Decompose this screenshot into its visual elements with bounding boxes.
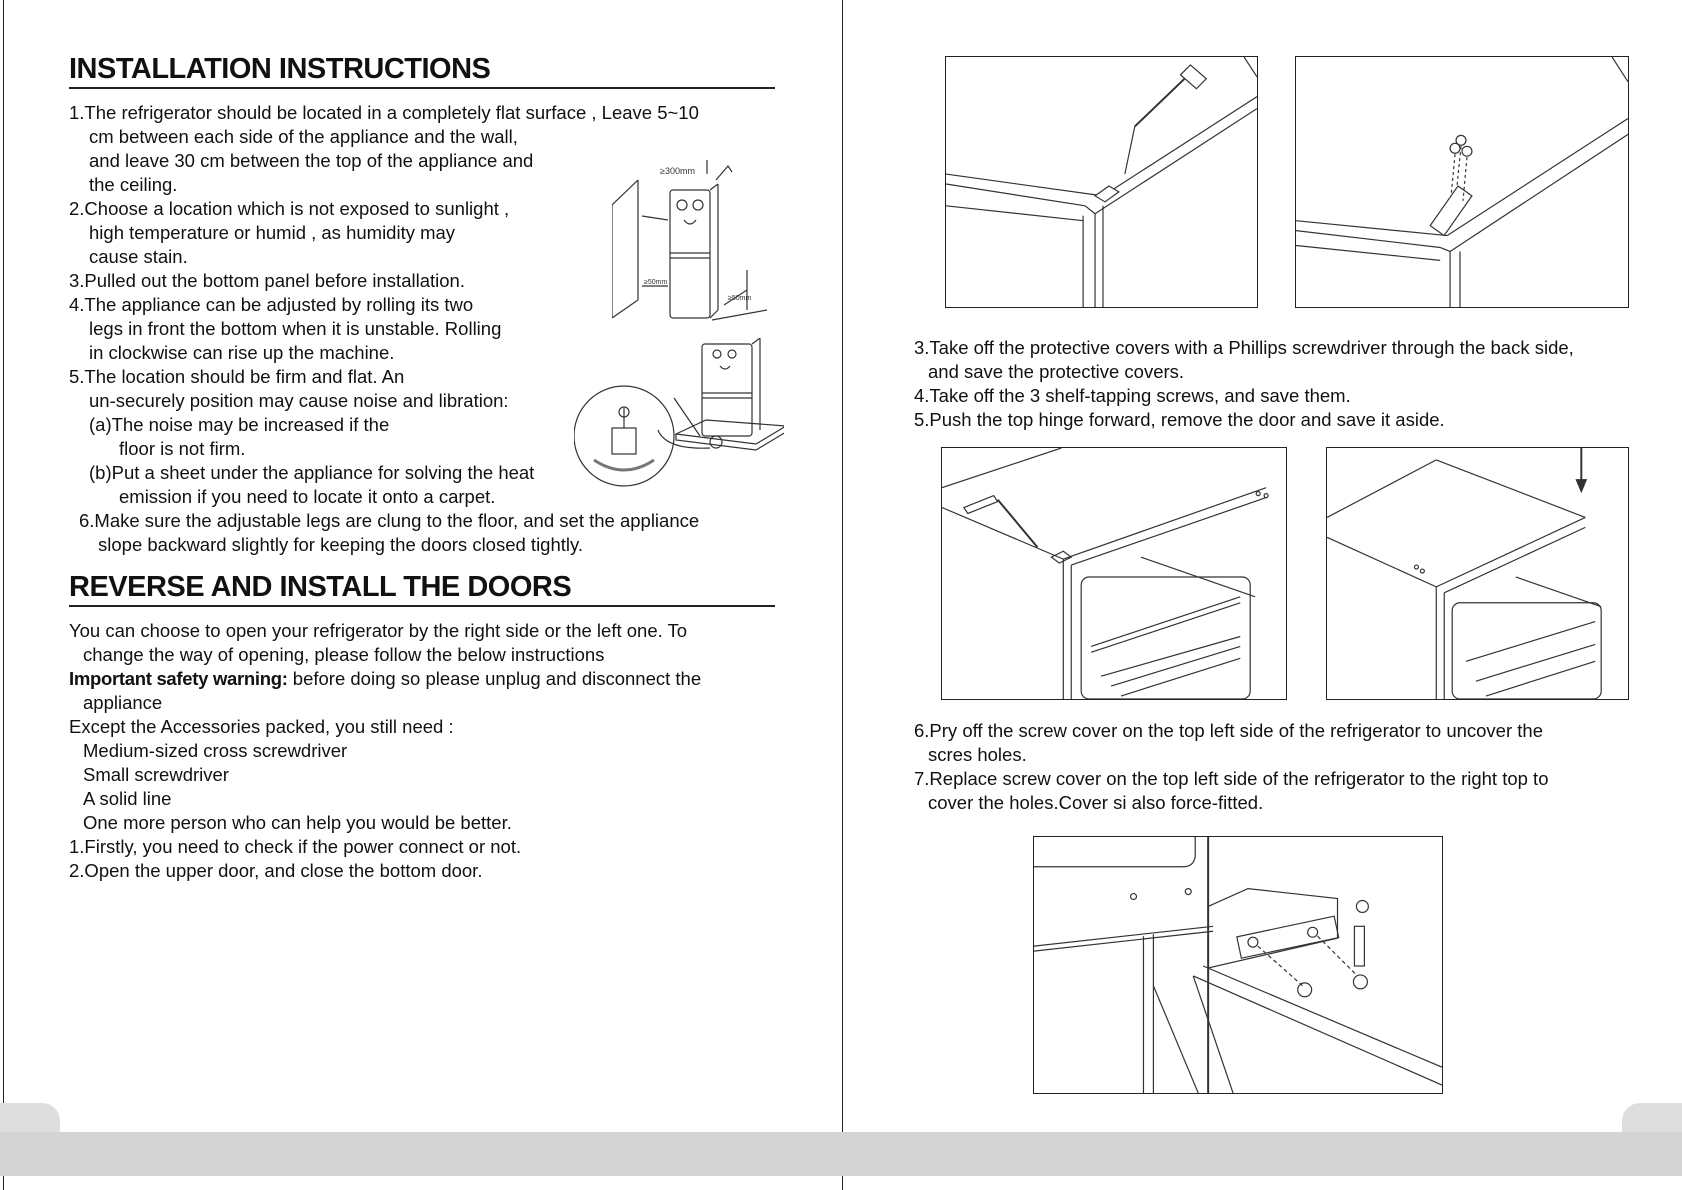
figure-remove-hinge-screws bbox=[1295, 56, 1629, 308]
figure-hinge-detail bbox=[1033, 836, 1443, 1094]
install-line-10: legs in front the bottom when it is unstable. Rolling bbox=[89, 318, 502, 339]
right-step-6-cont: scres holes. bbox=[928, 744, 1027, 765]
clearance-back-label: ≥50mm bbox=[728, 295, 752, 302]
install-line-11: in clockwise can rise up the machine. bbox=[89, 342, 395, 363]
heading-installation-instructions: INSTALLATION INSTRUCTIONS bbox=[69, 52, 775, 89]
install-line-5: 2.Choose a location which is not exposed to sunlight , bbox=[69, 198, 510, 219]
reverse-intro-line-2: change the way of opening, please follow the below instructions bbox=[83, 644, 605, 665]
install-line-14: (a)The noise may be increased if the bbox=[89, 414, 390, 435]
install-line-4: the ceiling. bbox=[89, 174, 178, 195]
tool-item: Small screwdriver bbox=[83, 764, 229, 785]
footer-band bbox=[0, 1132, 1682, 1176]
heading-reverse-doors: REVERSE AND INSTALL THE DOORS bbox=[69, 570, 775, 607]
install-line-2: cm between each side of the appliance and the wall, bbox=[89, 126, 518, 147]
safety-warning-label: Important safety warning: bbox=[69, 668, 288, 689]
adjustable-leg-illustration bbox=[574, 338, 784, 488]
right-step-7-cont: cover the holes.Cover si also force-fitted. bbox=[928, 792, 1264, 813]
step-1: 1.Firstly, you need to check if the power connect or not. bbox=[69, 836, 522, 857]
install-line-13: un-securely position may cause noise and libration: bbox=[89, 390, 509, 411]
install-line-16: (b)Put a sheet under the appliance for solving the heat bbox=[89, 462, 535, 483]
install-line-1: 1.The refrigerator should be located in a completely flat surface , Leave 5~10 bbox=[69, 102, 699, 123]
right-step-6: 6.Pry off the screw cover on the top left side of the refrigerator to uncover the bbox=[914, 720, 1543, 741]
right-step-4: 4.Take off the 3 shelf-tapping screws, and save them. bbox=[914, 385, 1351, 406]
install-line-18: 6.Make sure the adjustable legs are clung to the floor, and set the appliance bbox=[79, 510, 700, 531]
safety-warning-text: before doing so please unplug and disconnect the bbox=[287, 668, 702, 689]
install-line-7: cause stain. bbox=[89, 246, 188, 267]
clearance-top-label: ≥300mm bbox=[660, 166, 695, 176]
figure-pry-screw-cover bbox=[941, 447, 1287, 700]
right-step-5: 5.Push the top hinge forward, remove the door and save it aside. bbox=[914, 409, 1445, 430]
figure-replace-screw-cover bbox=[1326, 447, 1629, 700]
install-line-6: high temperature or humid , as humidity may bbox=[89, 222, 456, 243]
right-step-3: 3.Take off the protective covers with a Phillips screwdriver through the back side, bbox=[914, 337, 1574, 358]
tool-item: One more person who can help you would be better. bbox=[83, 812, 512, 833]
step-2: 2.Open the upper door, and close the bottom door. bbox=[69, 860, 483, 881]
page-divider bbox=[842, 0, 843, 1190]
clearance-side-label: ≥50mm bbox=[644, 279, 668, 286]
figure-remove-protective-cover bbox=[945, 56, 1258, 308]
install-line-9: 4.The appliance can be adjusted by rolling its two bbox=[69, 294, 474, 315]
safety-warning-line-2: appliance bbox=[83, 692, 163, 713]
right-step-3-cont: and save the protective covers. bbox=[928, 361, 1185, 382]
right-step-7: 7.Replace screw cover on the top left side of the refrigerator to the right top to bbox=[914, 768, 1549, 789]
tool-item: A solid line bbox=[83, 788, 172, 809]
reverse-intro-line-1: You can choose to open your refrigerator by the right side or the left one. To bbox=[69, 620, 688, 641]
install-line-19: slope backward slightly for keeping the doors closed tightly. bbox=[98, 534, 584, 555]
install-line-8: 3.Pulled out the bottom panel before installation. bbox=[69, 270, 465, 291]
clearance-illustration bbox=[612, 160, 772, 325]
tool-item: Medium-sized cross screwdriver bbox=[83, 740, 348, 761]
safety-warning-line bbox=[69, 667, 701, 691]
tools-intro: Except the Accessories packed, you still need : bbox=[69, 716, 454, 737]
install-line-3: and leave 30 cm between the top of the appliance and bbox=[89, 150, 534, 171]
install-line-12: 5.The location should be firm and flat. An bbox=[69, 366, 405, 387]
install-line-15: floor is not firm. bbox=[119, 438, 246, 459]
install-line-17: emission if you need to locate it onto a carpet. bbox=[119, 486, 496, 507]
left-border bbox=[3, 0, 4, 1190]
